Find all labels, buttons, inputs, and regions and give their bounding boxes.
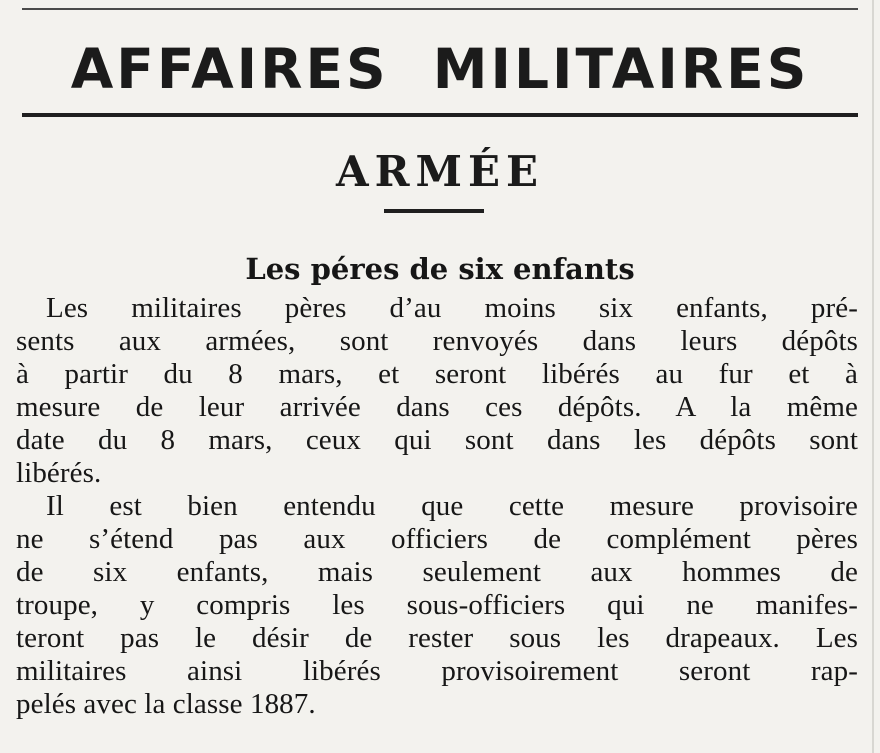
article-line: Les militaires pères d’au moins six enfants, pré- [46, 292, 858, 324]
article-title: Les péres de six enfants [245, 252, 635, 286]
article-line: Il est bien entendu que cette mesure provisoire [46, 490, 858, 522]
masthead-title: AFFAIRES MILITAIRES [70, 37, 810, 101]
article-line: sents aux armées, sont renvoyés dans leurs dépôts [16, 325, 858, 357]
section-title: ARMÉE [335, 147, 544, 196]
article-line: ne s’étend pas aux officiers de complément pères [16, 523, 858, 555]
section-rule [384, 209, 484, 213]
article-line: militaires ainsi libérés provisoirement seront rap- [16, 655, 858, 687]
article-body [16, 292, 858, 721]
page-edge [872, 0, 874, 753]
article-line: pelés avec la classe 1887. [16, 688, 316, 720]
article-line: de six enfants, mais seulement aux hommes de [16, 556, 858, 588]
article-line: libérés. [16, 457, 102, 489]
top-rule [22, 8, 858, 10]
article-line: troupe, y compris les sous-officiers qui ne manifes- [16, 589, 858, 621]
article-line: à partir du 8 mars, et seront libérés au fur et à [16, 358, 858, 390]
article-line: mesure de leur arrivée dans ces dépôts. A la même [16, 391, 858, 423]
article-line: date du 8 mars, ceux qui sont dans les dépôts sont [16, 424, 858, 456]
masthead-rule [22, 113, 858, 117]
article-line: teront pas le désir de rester sous les drapeaux. Les [16, 622, 858, 654]
